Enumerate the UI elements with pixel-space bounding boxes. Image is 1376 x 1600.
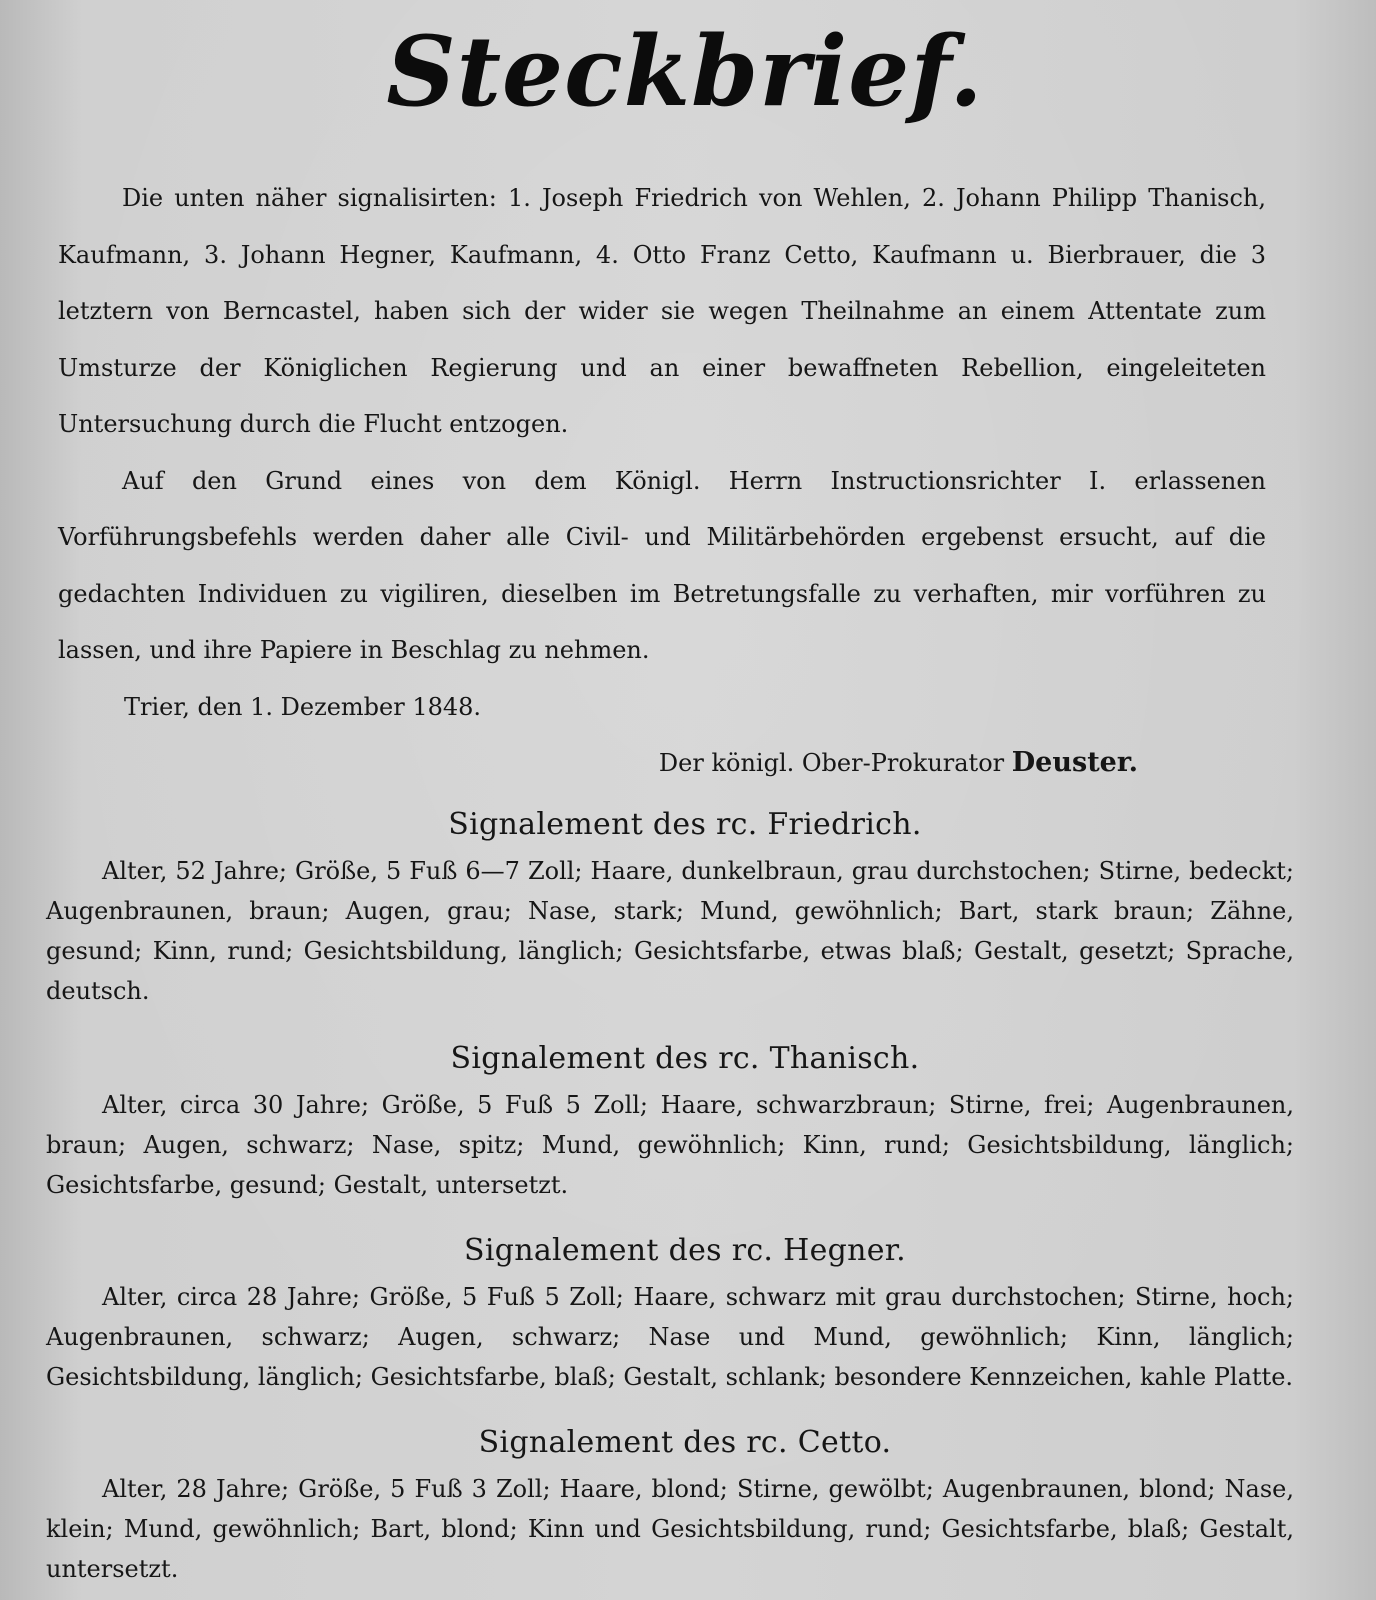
signature-name: Deuster. [1011, 746, 1138, 778]
signature-line [46, 735, 1324, 791]
signalement-text: Alter, 28 Jahre; Größe, 5 Fuß 3 Zoll; Haare, blond; Stirne, gewölbt; Augenbraunen, blond; Nase, klein; Mund, gewöhnlich; Bart, blond; Kinn und Gesichtsbildung, rund; Gesichtsfarbe, blaß; Gestalt, untersetzt. [46, 1474, 1294, 1583]
signature-prefix: Der königl. Ober-Prokurator [658, 748, 1005, 777]
signalement-friedrich [46, 799, 1324, 1011]
signalement-heading: Signalement des rc. Cetto. [478, 1424, 892, 1460]
signalement-cetto [46, 1417, 1324, 1589]
signalement-text: Alter, circa 30 Jahre; Größe, 5 Fuß 5 Zoll; Haare, schwarzbraun; Stirne, frei; Augenbraunen, braun; Augen, schwarz; Nase, spitz; Mund, gewöhnlich; Kinn, rund; Gesichtsbildung, länglich; Gesichtsfarbe, gesund; Gestalt, untersetzt. [46, 1090, 1294, 1199]
signalement-thanisch [46, 1033, 1324, 1205]
intro-paragraph: Die unten näher signalisirten: 1. Joseph Friedrich von Wehlen, 2. Johann Philipp Thanisch, Kaufmann, 3. Johann Hegner, Kaufmann, 4. Otto Franz Cetto, Kaufmann u. Bierbrauer, die 3 letztern von Berncastel, haben sich der wider sie wegen Theilnahme an einem Attentate zum Umsturze der Königlichen Regierung und an einer bewaffneten Rebellion, eingeleiteten Untersuchung durch die Flucht entzogen. [58, 184, 1266, 438]
order-paragraph: Auf den Grund eines von dem Königl. Herrn Instructionsrichter I. erlassenen Vorführungsbefehls werden daher alle Civil- und Militärbehörden ergebenst ersucht, auf die gedachten Individuen zu vigiliren, dieselben im Betretungsfalle zu verhaften, mir vorführen zu lassen, und ihre Papiere in Beschlag zu nehmen. [58, 466, 1266, 664]
poster-title: Steckbrief. [386, 15, 984, 128]
signalement-text: Alter, 52 Jahre; Größe, 5 Fuß 6—7 Zoll; Haare, dunkelbraun, grau durchstochen; Stirne, bedeckt; Augenbraunen, braun; Augen, grau; Nase, stark; Mund, gewöhnlich; Bart, stark braun; Zähne, gesund; Kinn, rund; Gesichtsbildung, länglich; Gesichtsfarbe, etwas blaß; Gestalt, gesetzt; Sprache, deutsch. [46, 856, 1294, 1005]
signalement-text: Alter, circa 28 Jahre; Größe, 5 Fuß 5 Zoll; Haare, schwarz mit grau durchstochen; Stirne, hoch; Augenbraunen, schwarz; Augen, schwarz; Nase und Mund, gewöhnlich; Kinn, länglich; Gesichtsbildung, länglich; Gesichtsfarbe, blaß; Gestalt, schlank; besondere Kennzeichen, kahle Platte. [46, 1282, 1294, 1391]
signalement-heading: Signalement des rc. Friedrich. [448, 806, 922, 842]
signalement-heading: Signalement des rc. Hegner. [463, 1232, 906, 1268]
signalement-hegner [46, 1225, 1324, 1397]
signalement-heading: Signalement des rc. Thanisch. [450, 1040, 920, 1076]
dateline: Trier, den 1. Dezember 1848. [124, 692, 482, 721]
